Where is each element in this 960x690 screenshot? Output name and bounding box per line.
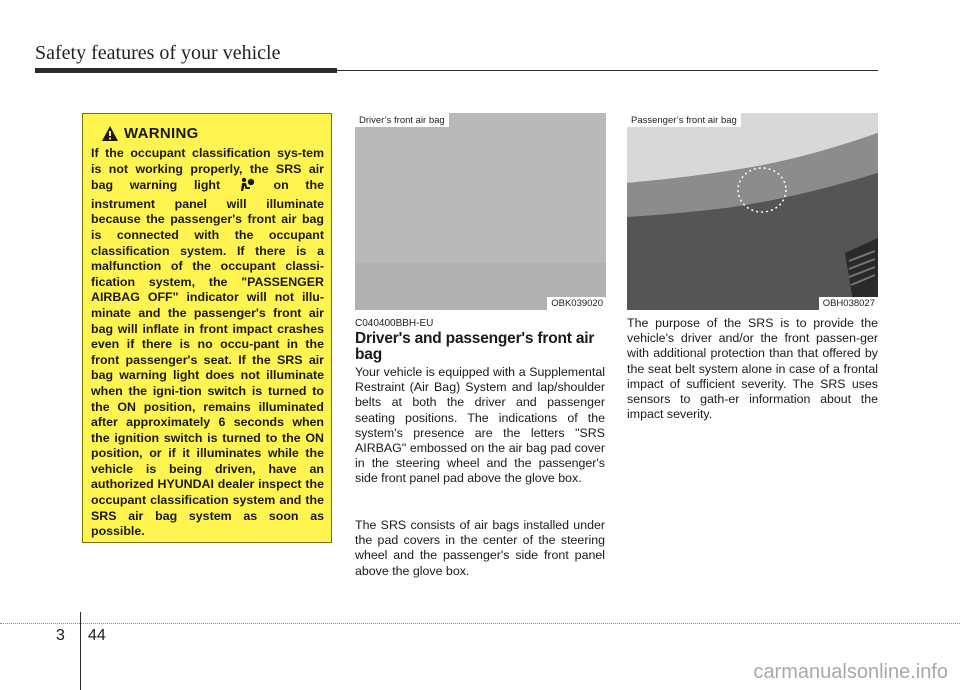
- warning-text-part2: on the instrument panel will illuminate because the passenger's front air bag is connected with the occupant classification system. If there is a malfunction of the occupant classi-fication system, the "PASSENGER AIRBAG OFF" indicator will not illu-minate and the passenger's front air bag will inflate in front impact crashes even if there is no occu-pant in the front passenger's seat. If the SRS air bag warning light does not illuminate when the igni-tion switch is turned to the ON position, remains illuminated after approximately 6 seconds when the ignition switch is turned to the ON position, or if it illuminates while the vehicle is being driven, have an authorized HYUNDAI dealer inspect the occupant classification system and the SRS air bag system as soon as possible.: [91, 178, 324, 539]
- header-rule: [35, 68, 337, 73]
- passenger-photo-illustration: [627, 113, 878, 310]
- driver-photo-placeholder: [355, 113, 606, 310]
- passenger-air-bag-photo: [627, 113, 878, 310]
- page-number: 44: [88, 627, 106, 644]
- driver-photo-code: OBK039020: [547, 297, 606, 310]
- warning-triangle-icon: [101, 125, 119, 142]
- header-rule-thin: [337, 70, 878, 71]
- warning-title: WARNING: [124, 124, 199, 142]
- driver-photo-label: Driver’s front air bag: [355, 113, 449, 127]
- footer-rule: [0, 623, 960, 624]
- air-bag-warning-light-icon: [239, 177, 255, 197]
- passenger-photo-code: OBH038027: [819, 297, 878, 310]
- watermark: carmanualsonline.info: [753, 661, 948, 683]
- passenger-photo-label: Passenger’s front air bag: [627, 113, 741, 127]
- warning-box: [82, 113, 332, 543]
- warning-text: [91, 146, 324, 540]
- warning-header: [101, 122, 324, 144]
- chapter-number: 3: [56, 627, 65, 644]
- driver-air-bag-photo: [355, 113, 606, 310]
- body-paragraph: Your vehicle is equipped with a Supplemental Restraint (Air Bag) System and lap/shoulder belts at both the driver and passenger seating positions. The indications of the system's presence are the letters "SRS AIRBAG" embossed on the air bag pad cover in the steering wheel and the passenger's side front panel pad above the glove box.: [355, 365, 605, 486]
- page-header-title: Safety features of your vehicle: [35, 42, 281, 64]
- body-paragraph: The purpose of the SRS is to provide the vehicle's driver and/or the front passen-ger with additional protection than that offered by the seat belt system alone in case of a frontal impact of sufficient severity. The SRS uses sensors to gath-er information about the impact severity.: [627, 316, 878, 422]
- section-code: C040400BBH-EU: [355, 318, 434, 329]
- warning-text-part1: If the occupant classification sys-tem is not working properly, the SRS air bag warning light: [91, 146, 324, 193]
- section-heading: Driver's and passenger's front air bag: [355, 330, 595, 363]
- footer-divider: [80, 612, 81, 690]
- body-paragraph: The SRS consists of air bags installed under the pad covers in the center of the steering wheel and the passenger's side front panel above the glove box.: [355, 518, 605, 578]
